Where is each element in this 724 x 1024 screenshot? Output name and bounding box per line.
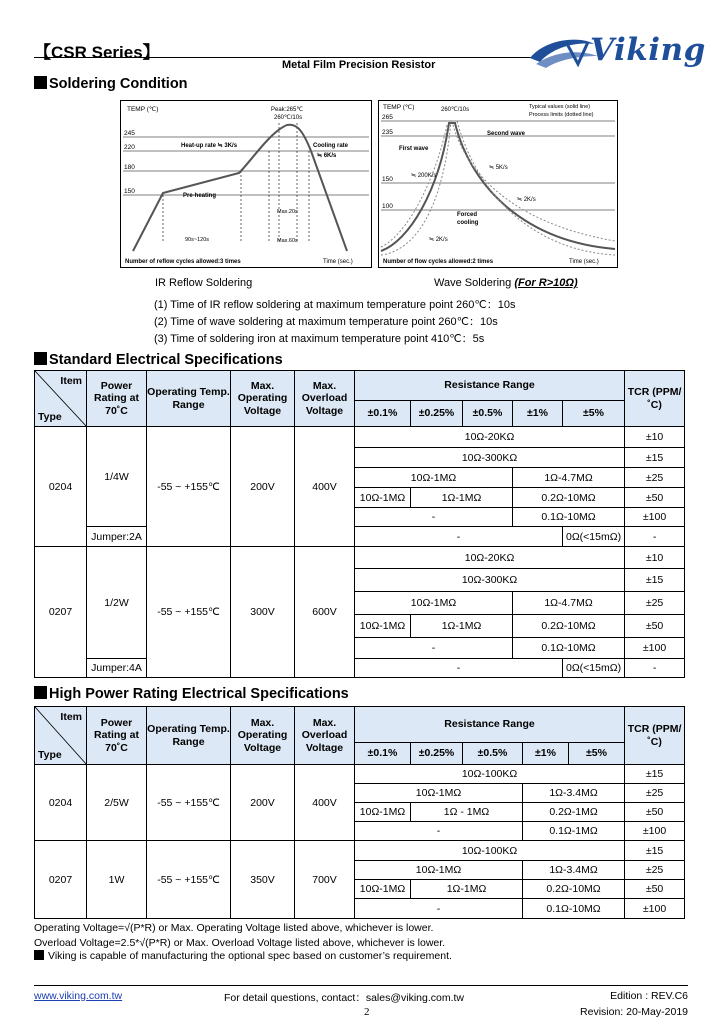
ir-range: 90s~120s xyxy=(185,237,210,243)
resistance-range-header: Resistance Range xyxy=(355,707,625,743)
tol-header: ±0.25% xyxy=(411,401,463,427)
ir-temp-label: TEMP (℃) xyxy=(127,106,159,113)
tol-header: ±0.1% xyxy=(355,743,411,765)
wave-temp-label: TEMP (℃) xyxy=(383,104,415,111)
bullet-square-icon xyxy=(34,352,47,365)
wave-legend2: Process limits (dotted line) xyxy=(529,112,594,118)
ir-tick: 220 xyxy=(124,144,135,151)
wave-tick: 235 xyxy=(382,129,393,136)
overload-header: Max. Overload Voltage xyxy=(295,371,355,427)
wave-forced1: Forced xyxy=(457,212,478,218)
bullet-square-icon xyxy=(34,76,47,89)
soldering-note: (3) Time of soldering iron at maximum temperature point 410℃：5s xyxy=(154,333,485,345)
wave-tick: 100 xyxy=(382,203,393,210)
soldering-section-title: Soldering Condition xyxy=(34,76,188,92)
ir-reflow-chart xyxy=(120,100,372,268)
table-row: 10Ω-1MΩ 1Ω-3.4MΩ ±25 xyxy=(35,784,685,803)
high-power-section-title: High Power Rating Electrical Specifications xyxy=(34,686,349,702)
overload-header: Max. Overload Voltage xyxy=(295,707,355,765)
table-row: Jumper:4A - 0Ω(<15mΩ) - xyxy=(35,659,685,678)
edition-text: Edition : REV.C6 xyxy=(610,990,688,1002)
tol-header: ±0.5% xyxy=(463,743,523,765)
wave-legend1: Typical values (solid line) xyxy=(529,104,591,110)
tol-header: ±5% xyxy=(563,401,625,427)
table-row: 0204 1/4W -55 ~ +155℃ 200V 400V 10Ω-20KΩ ±10 xyxy=(35,427,685,448)
wave-peak: 260℃/10s xyxy=(441,107,470,113)
product-subtitle: Metal Film Precision Resistor xyxy=(282,59,436,71)
ir-tick: 245 xyxy=(124,130,135,137)
table-row: 10Ω-1MΩ 1Ω-1MΩ 0.2Ω-10MΩ ±50 xyxy=(35,488,685,508)
ir-time: Time (sec.) xyxy=(323,259,353,265)
table-row: 10Ω-1MΩ 1Ω - 1MΩ 0.2Ω-1MΩ ±50 xyxy=(35,803,685,822)
series-title: 【CSR Series】 xyxy=(34,43,160,62)
page-header xyxy=(34,32,706,74)
ir-tick: 180 xyxy=(124,164,135,171)
wave-second: Second wave xyxy=(487,131,526,137)
tol-header: ±5% xyxy=(569,743,625,765)
temp-header: Operating Temp. Range xyxy=(147,707,231,765)
ir-max60: Max.60s xyxy=(277,238,298,244)
power-header: Power Rating at 70˚C xyxy=(87,371,147,427)
soldering-note: (1) Time of IR reflow soldering at maximum temperature point 260℃：10s xyxy=(154,299,516,311)
table-row: 10Ω-300KΩ ±15 xyxy=(35,448,685,468)
soldering-note: (2) Time of wave soldering at maximum temperature point 260℃：10s xyxy=(154,316,498,328)
table-row: - 0.1Ω-1MΩ ±100 xyxy=(35,822,685,841)
max-voltage-header: Max. Operating Voltage xyxy=(231,707,295,765)
ir-caption: IR Reflow Soldering xyxy=(155,277,253,289)
ir-max20: Max.20s xyxy=(277,209,298,215)
table-row: - 0.1Ω-10MΩ ±100 xyxy=(35,899,685,919)
table-row: 0207 1W -55 ~ +155℃ 350V 700V 10Ω-100KΩ ±15 xyxy=(35,841,685,861)
ir-tick: 150 xyxy=(124,188,135,195)
wave-soldering-chart xyxy=(378,100,618,268)
ir-cycles: Number of reflow cycles allowed:3 times xyxy=(125,259,241,265)
ir-peak2: 260℃/10s xyxy=(274,115,303,121)
standard-spec-table xyxy=(34,370,685,678)
table-row: 10Ω-1MΩ 1Ω-1MΩ 0.2Ω-10MΩ ±50 xyxy=(35,880,685,899)
power-header: Power Rating at 70˚C xyxy=(87,707,147,765)
tcr-header: TCR (PPM/˚C) xyxy=(625,371,685,427)
footnote-operating: Operating Voltage=√(P*R) or Max. Operating Voltage listed above, whichever is lower. xyxy=(34,922,434,934)
page-footer xyxy=(34,985,688,1018)
tol-header: ±0.5% xyxy=(463,401,513,427)
wave-time: Time (sec.) xyxy=(569,259,599,265)
ir-preheat: Pre-heating xyxy=(183,193,217,199)
tol-header: ±0.1% xyxy=(355,401,411,427)
tcr-header: TCR (PPM/˚C) xyxy=(625,707,685,765)
standard-section-title: Standard Electrical Specifications xyxy=(34,352,283,368)
table-row: Jumper:2A - 0Ω(<15mΩ) - xyxy=(35,527,685,547)
footnote-optional: Viking is capable of manufacturing the optional spec based on customer’s requirement. xyxy=(34,950,452,962)
bullet-square-icon xyxy=(34,950,44,960)
footnote-overload: Overload Voltage=2.5*√(P*R) or Max. Overload Voltage listed above, whichever is lower. xyxy=(34,937,446,949)
wave-tick: 265 xyxy=(382,114,393,121)
table-row: 10Ω-1MΩ 1Ω-4.7MΩ ±25 xyxy=(35,468,685,488)
table-row: - 0.1Ω-10MΩ ±100 xyxy=(35,508,685,527)
viking-logo xyxy=(526,32,706,72)
ir-heatup: Heat-up rate ≒ 3K/s xyxy=(181,143,238,149)
ir-peak: Peak:265℃ xyxy=(271,107,304,113)
wave-r200: ≒ 200K/s xyxy=(411,173,437,179)
wave-r5: ≒ 5K/s xyxy=(489,165,508,171)
high-power-spec-table xyxy=(34,706,685,919)
wave-forced2: cooling xyxy=(457,220,479,226)
page-number: 2 xyxy=(364,1006,370,1018)
table-row: - 0.1Ω-10MΩ ±100 xyxy=(35,638,685,659)
table-row: 10Ω-300KΩ ±15 xyxy=(35,569,685,592)
table-row: 10Ω-1MΩ 1Ω-4.7MΩ ±25 xyxy=(35,592,685,615)
contact-text: For detail questions, contact：sales@viking.com.tw xyxy=(224,992,465,1004)
wave-caption: Wave Soldering (For R>10Ω) xyxy=(434,277,578,289)
website-link[interactable]: www.viking.com.tw xyxy=(34,990,123,1002)
wave-cycles: Number of flow cycles allowed:2 times xyxy=(383,259,494,265)
wave-first: First wave xyxy=(399,146,429,152)
bullet-square-icon xyxy=(34,686,47,699)
table-row: 0207 1/2W -55 ~ +155℃ 300V 600V 10Ω-20KΩ ±10 xyxy=(35,547,685,569)
tol-header: ±1% xyxy=(513,401,563,427)
header-rule xyxy=(34,57,534,58)
ir-cooling1: Cooling rate xyxy=(313,143,349,149)
max-voltage-header: Max. Operating Voltage xyxy=(231,371,295,427)
wave-r2: ≒ 2K/s xyxy=(517,197,536,203)
temp-header: Operating Temp. Range xyxy=(147,371,231,427)
logo-text: Viking xyxy=(590,32,706,68)
item-type-header: Item Type xyxy=(35,371,87,427)
item-type-header: Item Type xyxy=(35,707,87,765)
ir-cooling2: ≒ 6K/s xyxy=(317,153,337,159)
wave-tick: 150 xyxy=(382,176,393,183)
table-row: 10Ω-1MΩ 1Ω-3.4MΩ ±25 xyxy=(35,861,685,880)
table-row: 10Ω-1MΩ 1Ω-1MΩ 0.2Ω-10MΩ ±50 xyxy=(35,615,685,638)
tol-header: ±1% xyxy=(523,743,569,765)
tol-header: ±0.25% xyxy=(411,743,463,765)
table-row: 0204 2/5W -55 ~ +155℃ 200V 400V 10Ω-100KΩ ±15 xyxy=(35,765,685,784)
resistance-range-header: Resistance Range xyxy=(355,371,625,401)
wave-r2b: ≒ 2K/s xyxy=(429,237,448,243)
revision-date: Revision: 20-May-2019 xyxy=(580,1006,688,1018)
